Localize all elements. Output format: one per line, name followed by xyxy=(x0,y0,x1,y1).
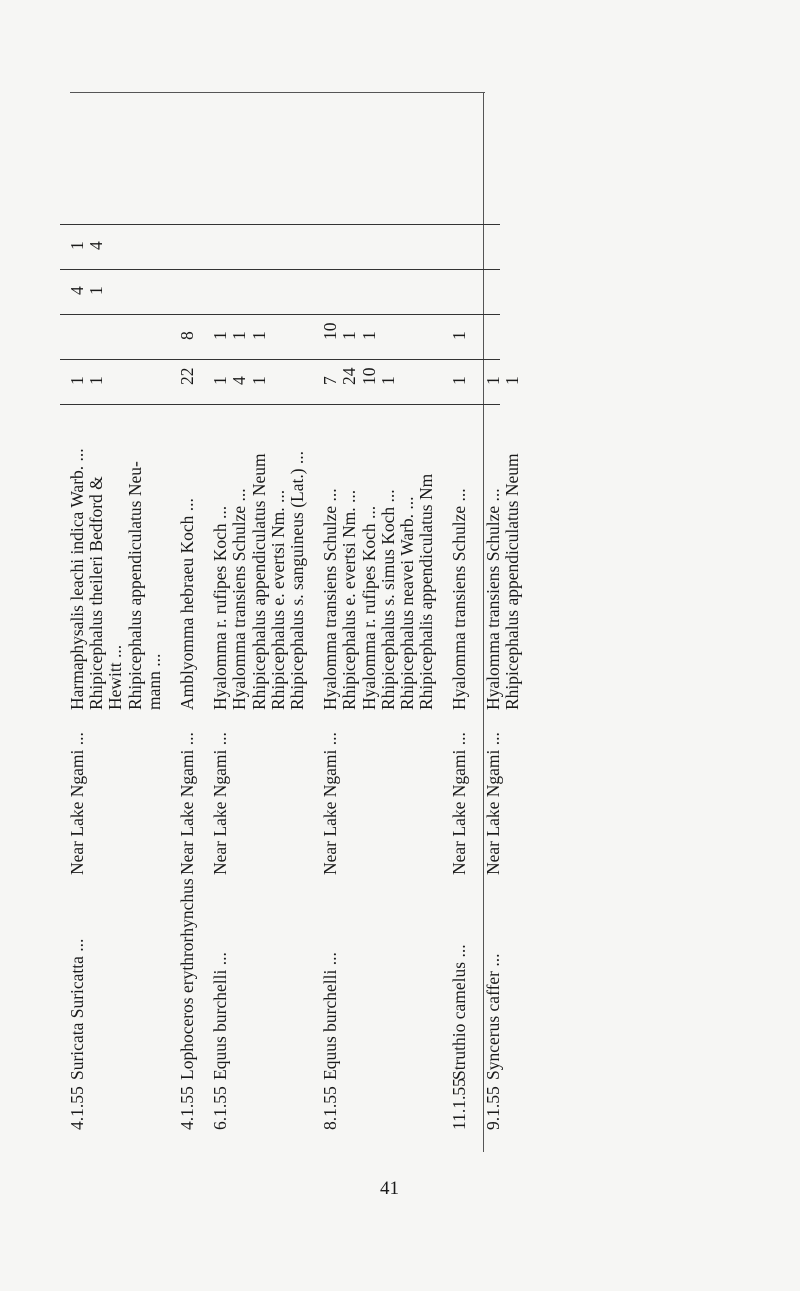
parasite-cell: Rhipicephalus s. simus Koch ... xyxy=(377,489,398,710)
count-cell: 1 xyxy=(377,376,398,385)
parasite-table xyxy=(60,40,522,1140)
count-cell: 10 xyxy=(320,322,341,340)
count-cell: 24 xyxy=(339,367,360,385)
count-cell: 10 xyxy=(358,367,379,385)
host-cell: Equus burchelli ... xyxy=(210,952,231,1080)
count-cell: 4 xyxy=(229,376,250,385)
count-cell: 4 xyxy=(86,241,107,250)
parasite-cell: mann ... xyxy=(143,653,164,710)
parasite-cell: Hewitt ... xyxy=(105,644,126,710)
parasite-cell: Hyalomma transiens Schulze ... xyxy=(482,488,503,710)
page-number: 41 xyxy=(380,1178,399,1199)
parasite-cell: Harmaphysalis leachi indica Warb. ... xyxy=(67,448,87,710)
count-cell: 1 xyxy=(501,376,522,385)
date-cell: 4.1.55 xyxy=(177,1086,197,1130)
count-cell: 1 xyxy=(210,331,231,340)
host-cell: Equus burchelli ... xyxy=(320,952,341,1080)
host-cell: Syncerus caffer ... xyxy=(482,953,503,1080)
count-cell: 1 xyxy=(67,241,87,250)
column-rule xyxy=(60,224,500,225)
parasite-cell: Rhipicephalus appendiculatus Neu- xyxy=(124,461,145,710)
count-cell: 1 xyxy=(86,286,107,295)
locality-cell: Near Lake Ngami ... xyxy=(210,732,231,875)
host-cell: Struthio camelus ... xyxy=(449,944,470,1080)
column-rule xyxy=(60,404,500,405)
date-cell: 9.1.55 xyxy=(482,1086,503,1130)
parasite-cell: Hyalomma r. rufipes Koch ... xyxy=(358,505,379,710)
count-cell: 8 xyxy=(177,331,197,340)
parasite-cell: Amblyomma hebraeu Koch ... xyxy=(177,498,197,710)
locality-cell: Near Lake Ngami ... xyxy=(67,732,87,875)
column-rule xyxy=(60,314,500,315)
count-cell: 4 xyxy=(67,286,87,295)
count-cell: 1 xyxy=(449,376,470,385)
date-cell: 4.1.55 xyxy=(67,1086,87,1130)
count-cell: 1 xyxy=(229,331,250,340)
parasite-cell: Rhipicephalus s. sanguineus (Lat.) ... xyxy=(286,450,307,710)
date-cell: 6.1.55 xyxy=(210,1086,231,1130)
parasite-cell: Hyalomma transiens Schulze ... xyxy=(229,488,250,710)
count-cell: 1 xyxy=(339,331,360,340)
column-rule xyxy=(60,269,500,270)
count-cell: 1 xyxy=(449,331,470,340)
count-cell: 1 xyxy=(248,376,269,385)
parasite-cell: Hyalomma transiens Schulze ... xyxy=(449,488,470,710)
host-cell: Lophoceros erythrorhynchus xyxy=(177,878,197,1080)
count-cell: 1 xyxy=(482,376,503,385)
count-cell: 1 xyxy=(86,376,107,385)
locality-cell: Near Lake Ngami ... xyxy=(320,732,341,875)
parasite-cell: Hyalomma r. rufipes Koch ... xyxy=(210,505,231,710)
locality-cell: Near Lake Ngami ... xyxy=(449,732,470,875)
parasite-cell: Rhipicephalis appendiculatus Nm xyxy=(416,473,437,710)
parasite-cell: Rhipicephalus neavei Warb. ... xyxy=(396,496,417,710)
count-cell: 7 xyxy=(320,376,341,385)
parasite-cell: Hyalomma transiens Schulze ... xyxy=(320,488,341,710)
parasite-cell: Rhipicephalus appendiculatus Neum xyxy=(501,453,522,710)
parasite-cell: Rhipicephalus theileri Bedford & xyxy=(86,476,107,710)
locality-cell: Near Lake Ngami ... xyxy=(482,732,503,875)
host-cell: Suricata Suricatta ... xyxy=(67,938,87,1080)
date-cell: 11.1.55 xyxy=(449,1078,470,1130)
locality-cell: Near Lake Ngami ... xyxy=(177,732,197,875)
parasite-cell: Rhipicephalus e. evertsi Nm. ... xyxy=(267,489,288,710)
count-cell: 22 xyxy=(177,367,197,385)
count-cell: 1 xyxy=(358,331,379,340)
parasite-cell: Rhipicephalus appendiculatus Neum xyxy=(248,453,269,710)
count-cell: 1 xyxy=(67,376,87,385)
column-rule xyxy=(60,359,500,360)
date-cell: 8.1.55 xyxy=(320,1086,341,1130)
count-cell: 1 xyxy=(248,331,269,340)
count-cell: 1 xyxy=(210,376,231,385)
parasite-cell: Rhipicephalus e. evertsi Nm. ... xyxy=(339,489,360,710)
